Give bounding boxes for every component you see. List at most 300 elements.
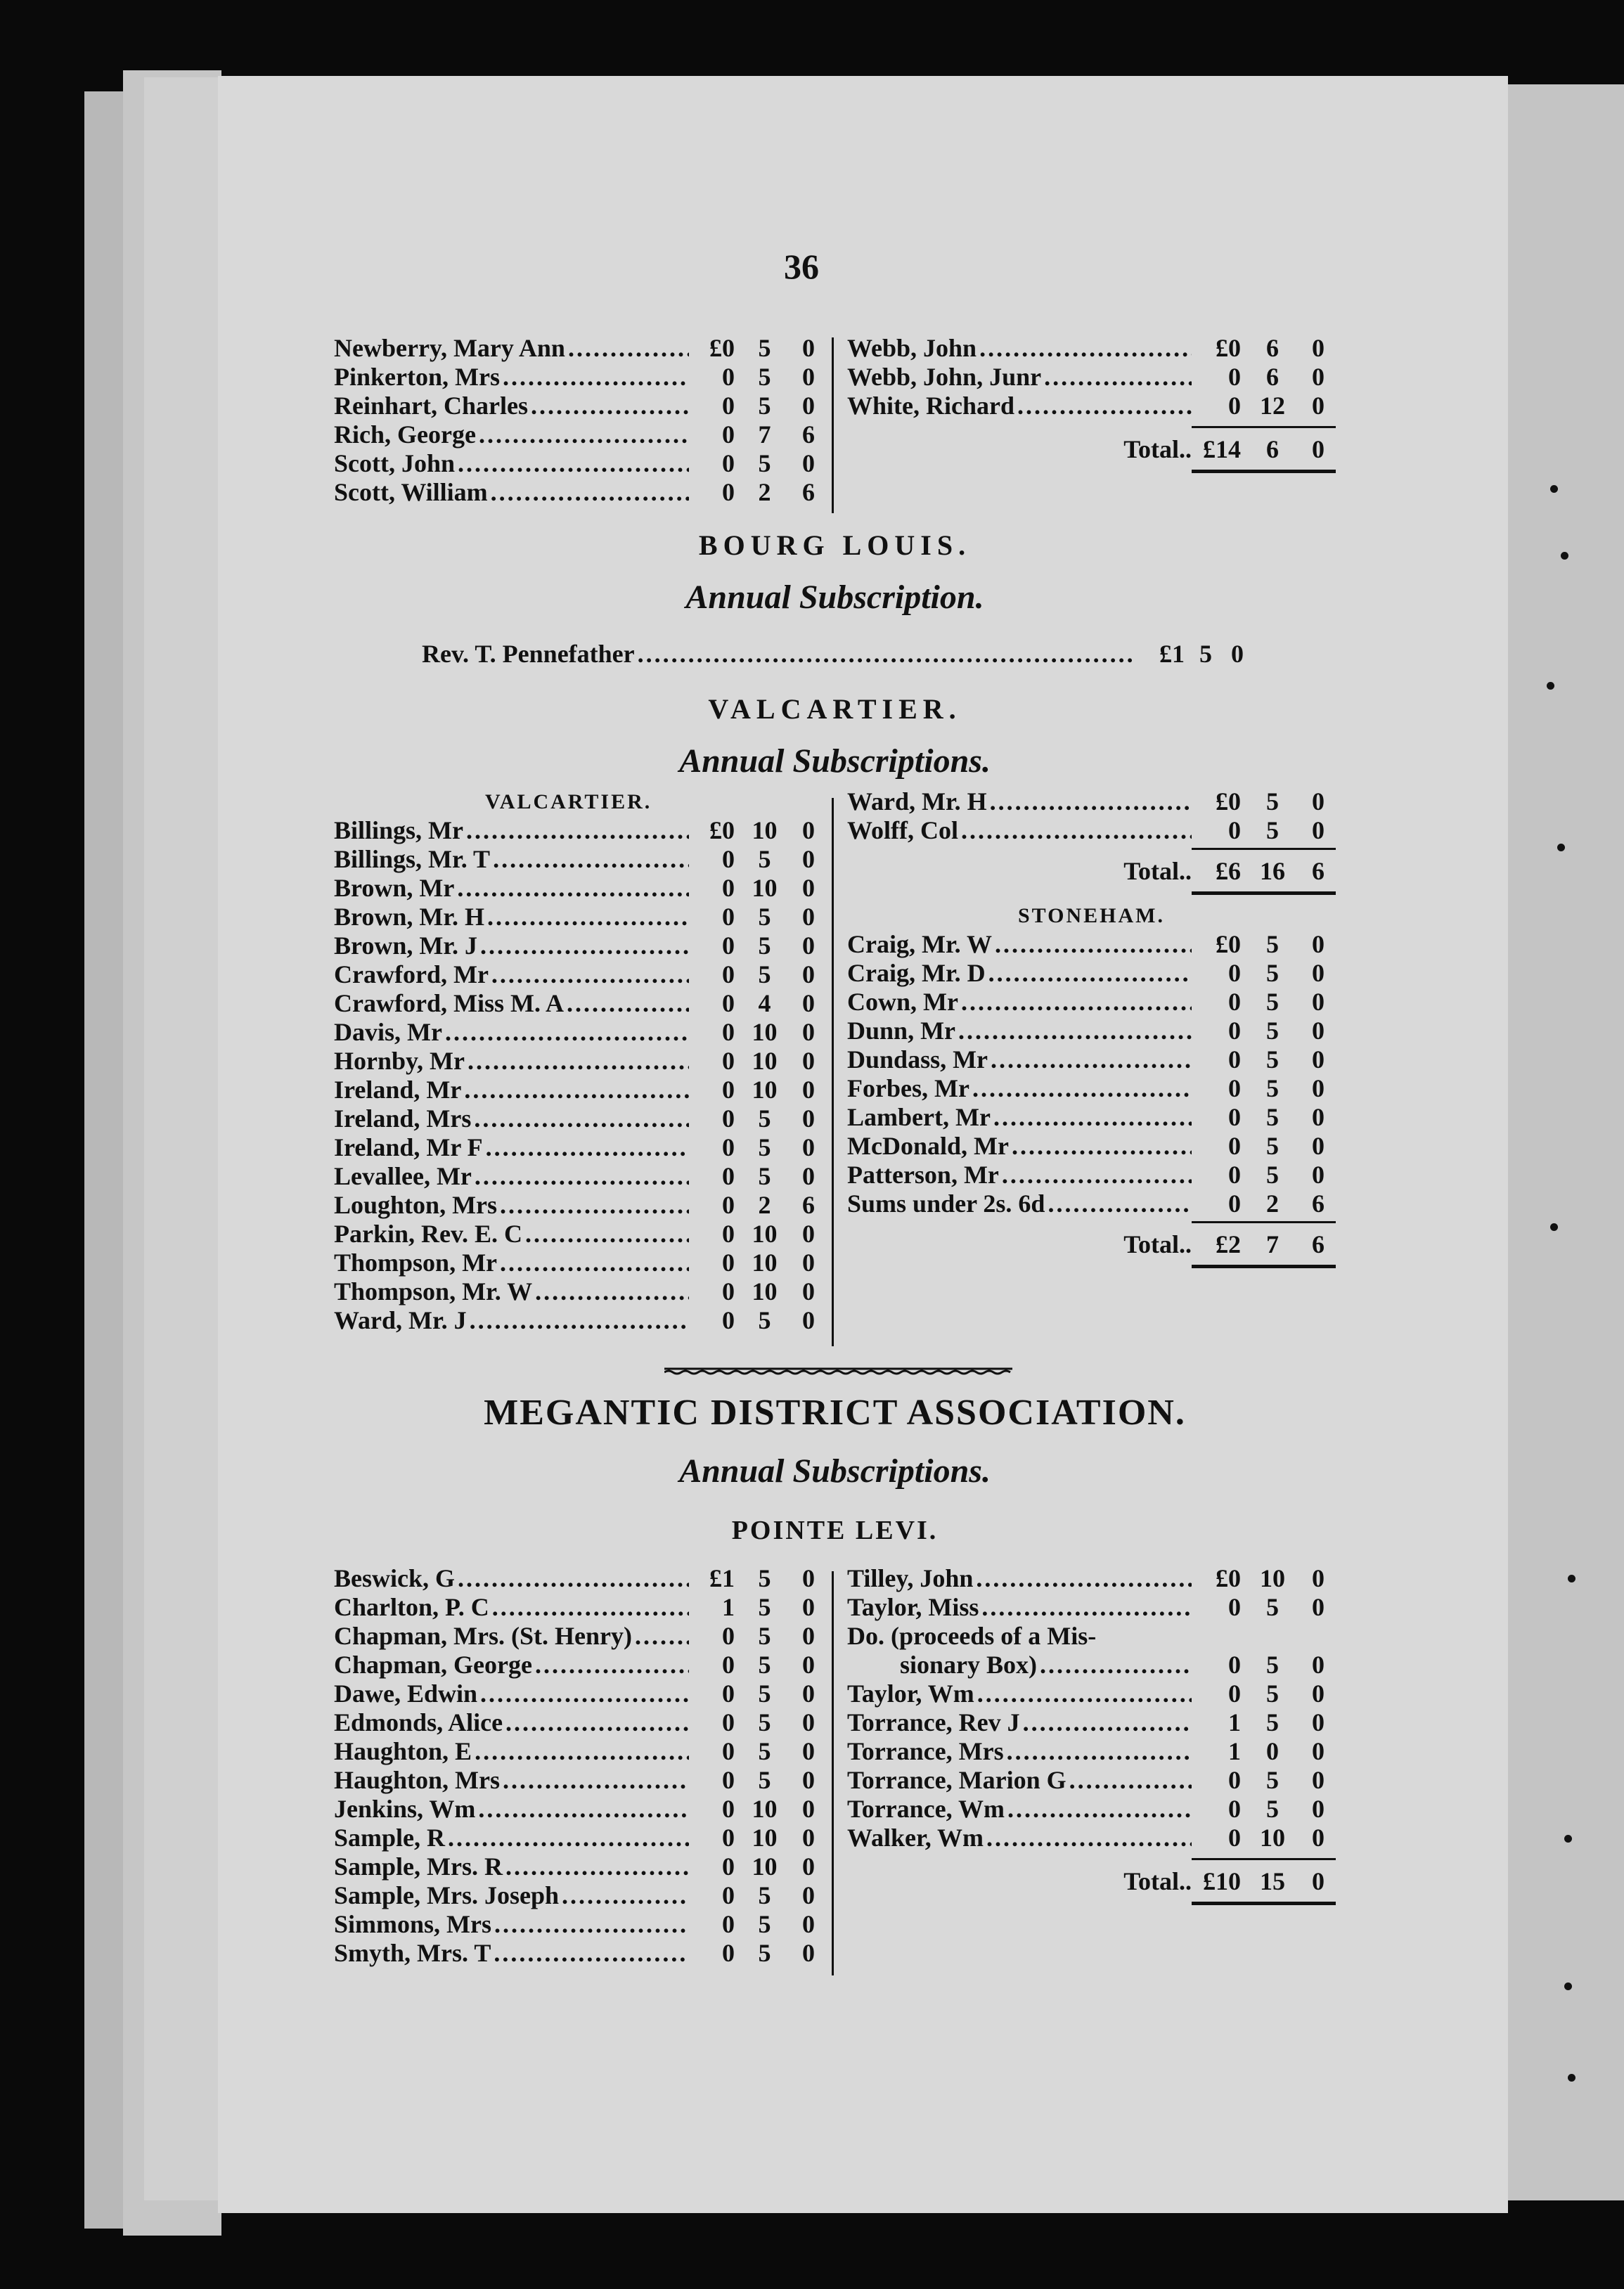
leader-dots [990, 787, 1192, 816]
amount-shillings: 5 [758, 960, 771, 988]
subscription-row [847, 1045, 1336, 1074]
subscription-row [847, 816, 1336, 845]
amount-pence: 6 [1312, 1189, 1325, 1218]
amount-shillings: 5 [1266, 1045, 1279, 1073]
subscriber-name: Loughton, Mrs [334, 1191, 498, 1219]
amount-pounds: 1 [1228, 1708, 1241, 1736]
leader-dots [448, 1824, 689, 1852]
leader-dots [503, 363, 689, 392]
leader-dots [457, 874, 689, 903]
total-rule [1192, 1858, 1336, 1860]
subscription-row [847, 1132, 1336, 1161]
amount-pounds: 0 [1228, 363, 1241, 391]
ink-speck [1568, 2074, 1575, 2082]
subscriber-name: Scott, William [334, 478, 488, 506]
subscriber-name: Brown, Mr. J [334, 931, 478, 960]
total-rule [1192, 426, 1336, 428]
amount-shillings: 5 [1266, 1593, 1279, 1621]
ink-speck [1557, 844, 1565, 851]
amount-shillings: 5 [758, 1162, 771, 1190]
total-shillings: 15 [1260, 1867, 1285, 1895]
amount-shillings: 5 [758, 1651, 771, 1679]
amount-shillings: 10 [752, 1220, 778, 1248]
subscription-row [334, 1162, 826, 1191]
subscription-row [334, 1708, 826, 1737]
leader-dots [479, 420, 689, 449]
section-subtitle-valcartier: Annual Subscriptions. [679, 742, 991, 780]
amount-shillings: 5 [758, 1679, 771, 1708]
subscription-row [334, 392, 826, 420]
subscription-row [847, 1737, 1336, 1766]
leader-dots [961, 988, 1192, 1017]
amount-pounds: 0 [1228, 1795, 1241, 1823]
amount-shillings: 5 [758, 1593, 771, 1621]
subscription-row [334, 1824, 826, 1852]
subscriber-name: Sample, R [334, 1824, 446, 1852]
total-label: Total.. [1123, 857, 1192, 885]
top-left-column [334, 334, 826, 507]
amount-pounds: 0 [722, 1651, 735, 1679]
amount-pence: 0 [802, 1737, 815, 1765]
amount-pence: 0 [802, 845, 815, 873]
amount-pence: 0 [1312, 1824, 1325, 1852]
amount-shillings: 5 [758, 1766, 771, 1794]
amount-shillings: 5 [1266, 816, 1279, 844]
amount-pounds: 0 [1228, 1017, 1241, 1045]
amount-pounds: 0 [722, 1622, 735, 1650]
subscriber-name: Billings, Mr [334, 816, 464, 844]
amount-pence: 0 [1312, 1132, 1325, 1160]
amount-shillings: 5 [758, 931, 771, 960]
leader-dots [986, 1824, 1192, 1852]
amount-shillings: 5 [758, 1104, 771, 1133]
amount-pence: 0 [802, 363, 815, 391]
leader-dots [445, 1018, 689, 1047]
amount-shillings: 5 [758, 392, 771, 420]
subscription-row [334, 1076, 826, 1104]
amount-pence: 0 [1312, 363, 1325, 391]
amount-pounds: £0 [709, 816, 735, 844]
leader-dots [1023, 1708, 1192, 1737]
amount-pence: 0 [802, 1018, 815, 1046]
amount-shillings: 10 [752, 1824, 778, 1852]
amount-pence: 0 [802, 1162, 815, 1190]
amount-shillings: 5 [758, 334, 771, 362]
amount-shillings: 10 [1260, 1824, 1285, 1852]
leader-dots [503, 1766, 689, 1795]
total-rule [1192, 1221, 1336, 1223]
amount-shillings: 5 [1266, 959, 1279, 987]
amount-shillings: 6 [1266, 334, 1279, 362]
page-number: 36 [784, 247, 819, 286]
leader-dots [961, 816, 1192, 845]
amount-shillings: 5 [758, 1910, 771, 1938]
leader-dots [1044, 363, 1192, 392]
subscriber-name: Sample, Mrs. R [334, 1852, 503, 1881]
subscriber-name: Newberry, Mary Ann [334, 334, 565, 362]
subscription-row [334, 1939, 826, 1968]
subscriber-name: White, Richard [847, 392, 1014, 420]
total-label: Total.. [1123, 1867, 1192, 1895]
total-shillings: 16 [1260, 857, 1285, 885]
amount-pounds: 0 [722, 845, 735, 873]
amount-pence: 0 [802, 1651, 815, 1679]
subscription-row [847, 988, 1336, 1017]
section-subtitle-bourg-louis: Annual Subscription. [685, 579, 984, 616]
subscriber-name: Smyth, Mrs. T [334, 1939, 491, 1967]
amount-shillings: 5 [758, 1564, 771, 1592]
subscriber-name: Brown, Mr [334, 874, 455, 902]
amount-pounds: 0 [722, 1910, 735, 1938]
subscription-row [334, 1679, 826, 1708]
amount-pounds: £0 [1216, 930, 1241, 958]
total-row [847, 1221, 1336, 1263]
amount-pounds: 0 [722, 1220, 735, 1248]
amount-pounds: 0 [1228, 1132, 1241, 1160]
subscriber-name: Jenkins, Wm [334, 1795, 476, 1823]
subscription-row [847, 1795, 1336, 1824]
leader-dots [1007, 1737, 1192, 1766]
amount-shillings: 5 [1266, 1651, 1279, 1679]
subscriber-name: Chapman, Mrs. (St. Henry) [334, 1622, 632, 1650]
amount-shillings: 10 [752, 1277, 778, 1305]
subscriber-name: Ward, Mr. H [847, 787, 987, 815]
leader-dots [562, 1881, 689, 1910]
subscriber-name: Crawford, Miss M. A [334, 989, 564, 1017]
subscriber-name: Taylor, Wm [847, 1679, 974, 1708]
subscription-row [334, 1249, 826, 1277]
leader-dots [525, 1220, 689, 1249]
amount-pence: 0 [802, 1881, 815, 1909]
amount-shillings: 5 [758, 1306, 771, 1334]
section-title-megantic: MEGANTIC DISTRICT ASSOCIATION. [484, 1393, 1186, 1433]
leader-dots [981, 1593, 1192, 1622]
amount-shillings: 5 [758, 363, 771, 391]
subscription-row [334, 363, 826, 392]
amount-pounds: 0 [722, 1881, 735, 1909]
subscriber-name: McDonald, Mr [847, 1132, 1009, 1160]
amount-pounds: 0 [722, 1104, 735, 1133]
subscriber-name: Ward, Mr. J [334, 1306, 467, 1334]
subscriber-name: Billings, Mr. T [334, 845, 491, 873]
leader-dots [494, 1910, 689, 1939]
subscriber-name: Edmonds, Alice [334, 1708, 503, 1736]
ink-speck [1561, 552, 1568, 560]
subscriber-name: Torrance, Mrs [847, 1737, 1004, 1765]
ink-speck [1564, 1982, 1572, 1990]
subscription-row [847, 1679, 1336, 1708]
leader-dots [535, 1651, 689, 1679]
subscription-row [334, 1018, 826, 1047]
amount-pence: 0 [802, 449, 815, 477]
subscriber-name: Pinkerton, Mrs [334, 363, 500, 391]
subscription-row [334, 449, 826, 478]
amount-shillings: 0 [1266, 1737, 1279, 1765]
leader-dots [491, 478, 689, 507]
amount-pence: 6 [802, 478, 815, 506]
amount-pence: 0 [1312, 1045, 1325, 1073]
amount-shillings: 5 [1266, 988, 1279, 1016]
section-title-valcartier: VALCARTIER. [708, 693, 962, 725]
subscription-row [847, 1622, 1336, 1651]
leader-dots [991, 1045, 1192, 1074]
ink-speck [1564, 1835, 1572, 1843]
total-label: Total.. [1123, 435, 1192, 463]
amount-pounds: £0 [1216, 787, 1241, 815]
column-divider [832, 337, 834, 513]
subscriber-name: Dunn, Mr [847, 1017, 956, 1045]
leader-dots [491, 960, 689, 989]
subscriber-name: Crawford, Mr [334, 960, 489, 988]
amount-pounds: 0 [722, 1737, 735, 1765]
facing-page-edge [1508, 84, 1624, 2200]
subscription-row [334, 1104, 826, 1133]
leader-dots [1069, 1766, 1192, 1795]
amount-shillings: 5 [1266, 1679, 1279, 1708]
amount-pence: 0 [802, 1679, 815, 1708]
amount-pence: 0 [802, 392, 815, 420]
total-shillings: 7 [1266, 1230, 1279, 1258]
subscription-row [334, 816, 826, 845]
subscriber-name: Beswick, G [334, 1564, 456, 1592]
amount-pounds: 0 [722, 1766, 735, 1794]
subscription-row [334, 420, 826, 449]
amount-pence: 0 [802, 1047, 815, 1075]
amount-pence: 6 [802, 420, 815, 449]
amount-pounds: £0 [1216, 1564, 1241, 1592]
amount-pounds: 0 [722, 363, 735, 391]
amount-shillings: 5 [1266, 1161, 1279, 1189]
subscription-row [334, 478, 826, 507]
amount-pounds: 0 [722, 931, 735, 960]
amount-shillings: 5 [1199, 640, 1212, 668]
leader-dots [492, 1593, 689, 1622]
total-row [847, 426, 1336, 468]
leader-dots [468, 1047, 689, 1076]
subscription-row [334, 1795, 826, 1824]
subscriber-name: Ireland, Mr F [334, 1133, 483, 1161]
amount-pence: 0 [802, 334, 815, 362]
amount-pounds: 0 [722, 1939, 735, 1967]
amount-shillings: 5 [1266, 930, 1279, 958]
leader-dots [505, 1852, 689, 1881]
subscription-row [334, 1220, 826, 1249]
amount-pence: 0 [1312, 1795, 1325, 1823]
subscription-row [847, 1074, 1336, 1103]
amount-shillings: 10 [752, 1076, 778, 1104]
leader-dots [958, 1017, 1192, 1045]
amount-pence: 0 [1312, 959, 1325, 987]
amount-pence: 0 [1312, 1017, 1325, 1045]
leader-dots [979, 334, 1192, 363]
amount-shillings: 7 [758, 420, 771, 449]
leader-dots [1012, 1132, 1192, 1161]
amount-pence: 0 [802, 1795, 815, 1823]
section-title-bourg-louis: BOURG LOUIS. [698, 529, 972, 561]
amount-pence: 0 [1312, 1737, 1325, 1765]
subscriber-name: Thompson, Mr [334, 1249, 498, 1277]
leader-dots [493, 845, 689, 874]
subscription-row [847, 1189, 1336, 1218]
back-sheet [144, 77, 228, 2200]
subscription-row [334, 334, 826, 363]
amount-pounds: 0 [722, 989, 735, 1017]
subscriber-name: Levallee, Mr [334, 1162, 472, 1190]
subscription-row [847, 1824, 1336, 1852]
subscription-row [334, 1766, 826, 1795]
subscription-row [334, 931, 826, 960]
leader-dots [486, 1133, 689, 1162]
subscription-row [334, 1737, 826, 1766]
amount-pounds: 0 [1228, 392, 1241, 420]
amount-pounds: 0 [1228, 959, 1241, 987]
amount-pence: 0 [802, 874, 815, 902]
subscriber-name: Webb, John, Junr [847, 363, 1042, 391]
amount-shillings: 5 [758, 1737, 771, 1765]
amount-pounds: 0 [722, 478, 735, 506]
total-double-rule [1192, 1265, 1336, 1268]
leader-dots [638, 640, 1132, 669]
subscription-row [847, 1766, 1336, 1795]
leader-dots [1048, 1189, 1192, 1218]
leader-dots [568, 334, 689, 363]
ink-speck [1550, 485, 1558, 493]
amount-pounds: 0 [1228, 816, 1241, 844]
valcartier-right-column [847, 787, 1336, 1263]
amount-pence: 0 [802, 1939, 815, 1967]
subscription-row [334, 1593, 826, 1622]
subscriber-name: Walker, Wm [847, 1824, 984, 1852]
amount-shillings: 5 [758, 903, 771, 931]
amount-pounds: 0 [722, 1708, 735, 1736]
amount-pounds: 0 [722, 903, 735, 931]
amount-pence: 0 [1312, 1679, 1325, 1708]
subscriber-name: Brown, Mr. H [334, 903, 485, 931]
subscriber-name: Dawe, Edwin [334, 1679, 478, 1708]
amount-shillings: 10 [752, 874, 778, 902]
total-shillings: 6 [1266, 435, 1279, 463]
subscription-row [847, 1708, 1336, 1737]
amount-pounds: 0 [722, 1249, 735, 1277]
subscriber-name: Reinhart, Charles [334, 392, 528, 420]
valcartier-left-column [334, 787, 826, 1335]
leader-dots [466, 816, 689, 845]
leader-dots [500, 1191, 689, 1220]
amount-pounds: £0 [1216, 334, 1241, 362]
amount-shillings: 10 [752, 816, 778, 844]
amount-shillings: 5 [1266, 1132, 1279, 1160]
subscription-row [334, 1306, 826, 1335]
subscription-row [847, 1593, 1336, 1622]
subscription-row [847, 1103, 1336, 1132]
subscriber-name: Chapman, George [334, 1651, 532, 1679]
leader-dots [1040, 1651, 1192, 1679]
subscription-row [334, 903, 826, 931]
amount-pence: 0 [802, 989, 815, 1017]
amount-shillings: 5 [758, 845, 771, 873]
amount-pounds: 0 [722, 1306, 735, 1334]
total-pounds: £6 [1216, 857, 1241, 885]
amount-pence: 0 [1312, 816, 1325, 844]
subscription-row [334, 960, 826, 989]
total-rule [1192, 848, 1336, 850]
subscriber-name: Ireland, Mrs [334, 1104, 472, 1133]
subscriber-name: Torrance, Rev J [847, 1708, 1020, 1736]
leader-dots [458, 449, 689, 478]
subscription-row [334, 845, 826, 874]
subscriber-name: Haughton, E [334, 1737, 472, 1765]
subscription-row [847, 1651, 1336, 1679]
amount-pence: 0 [802, 1133, 815, 1161]
leader-dots [976, 1564, 1192, 1593]
leader-dots [567, 989, 689, 1018]
total-pounds: £14 [1203, 435, 1241, 463]
amount-pounds: 0 [722, 392, 735, 420]
amount-shillings: 10 [1260, 1564, 1285, 1592]
amount-shillings: 10 [752, 1795, 778, 1823]
amount-shillings: 10 [752, 1249, 778, 1277]
subscriber-name: Craig, Mr. W [847, 930, 992, 958]
leader-dots [475, 1737, 689, 1766]
amount-pounds: 0 [1228, 1161, 1241, 1189]
subscriber-name: Sample, Mrs. Joseph [334, 1881, 560, 1909]
total-row [847, 848, 1336, 890]
subscription-row [334, 1277, 826, 1306]
subscriber-name: Haughton, Mrs [334, 1766, 501, 1794]
subscriber-name: Patterson, Mr [847, 1161, 999, 1189]
amount-pounds: 0 [722, 1852, 735, 1881]
total-double-rule [1192, 470, 1336, 473]
leader-dots [480, 931, 689, 960]
subscriber-name: Sums under 2s. 6d [847, 1189, 1045, 1218]
subscription-row [847, 959, 1336, 988]
subscriber-name: Thompson, Mr. W [334, 1277, 533, 1305]
amount-pence: 0 [802, 1306, 815, 1334]
ink-speck [1547, 682, 1554, 690]
subscriber-name: Torrance, Marion G [847, 1766, 1066, 1794]
amount-pounds: £1 [1159, 640, 1185, 668]
leader-dots [993, 1103, 1192, 1132]
total-pounds: £2 [1216, 1230, 1241, 1258]
subscription-row [334, 1881, 826, 1910]
total-double-rule [1192, 1902, 1336, 1905]
megantic-block [334, 1564, 1336, 1986]
amount-shillings: 5 [1266, 1795, 1279, 1823]
amount-pence: 0 [802, 1277, 815, 1305]
subscriber-name: Lambert, Mr [847, 1103, 991, 1131]
amount-pence: 0 [802, 1622, 815, 1650]
ornamental-divider [664, 1365, 1012, 1375]
subscriber-name: Tilley, John [847, 1564, 974, 1592]
amount-pounds: 0 [722, 1824, 735, 1852]
ink-speck [1550, 1223, 1558, 1231]
amount-shillings: 4 [758, 989, 771, 1017]
amount-pounds: 1 [722, 1593, 735, 1621]
subscription-row [847, 1564, 1336, 1593]
top-block [334, 334, 1336, 517]
amount-pounds: 0 [1228, 1679, 1241, 1708]
amount-pence: 0 [1312, 1593, 1325, 1621]
amount-pounds: 0 [722, 1018, 735, 1046]
subscriber-name: Hornby, Mr [334, 1047, 465, 1075]
leader-dots [1007, 1795, 1192, 1824]
amount-pence: 0 [802, 903, 815, 931]
leader-dots [500, 1249, 689, 1277]
subscriber-name: Simmons, Mrs [334, 1910, 491, 1938]
amount-pence: 0 [1312, 1103, 1325, 1131]
amount-shillings: 5 [758, 1133, 771, 1161]
amount-pence: 0 [802, 1220, 815, 1248]
